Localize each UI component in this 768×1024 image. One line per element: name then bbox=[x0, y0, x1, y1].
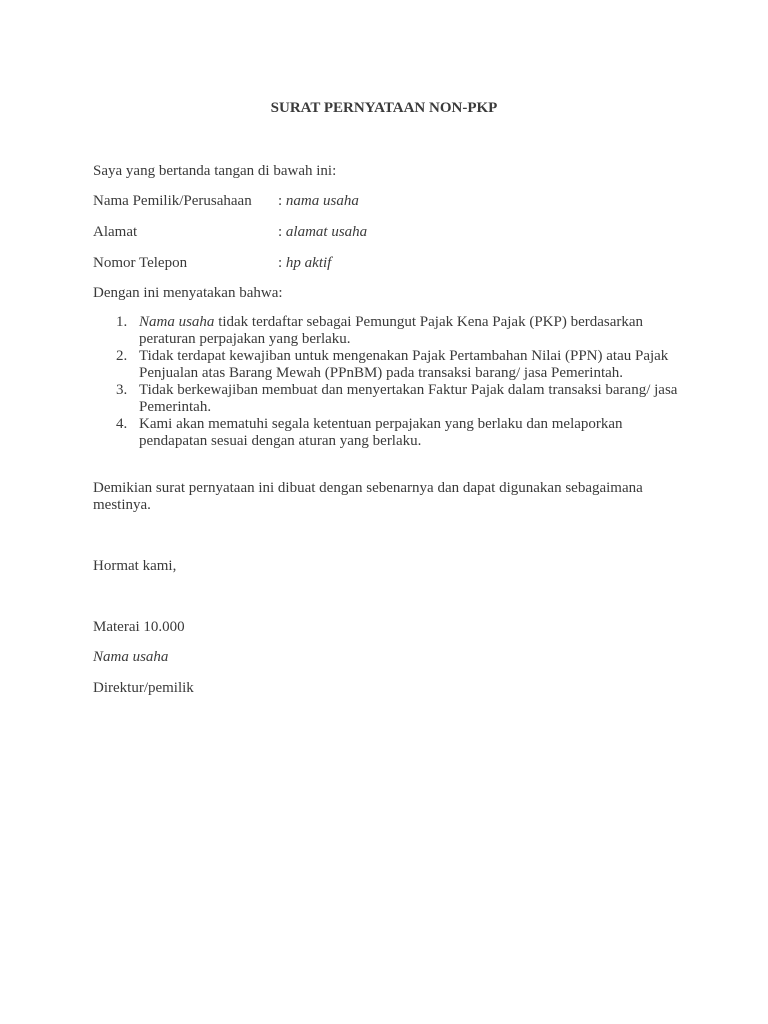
field-value: nama usaha bbox=[285, 193, 359, 209]
statement-list bbox=[93, 314, 683, 450]
document-title: SURAT PERNYATAAN NON-PKP bbox=[270, 100, 498, 116]
list-item bbox=[93, 416, 683, 450]
list-item-text: Kami akan mematuhi segala ketentuan perpajakan yang berlaku dan melaporkan pendapatan sesuai dengan aturan yang berlaku. bbox=[139, 416, 623, 449]
field-separator: : bbox=[278, 255, 286, 271]
signer-name: Nama usaha bbox=[93, 649, 169, 665]
statement-intro: Dengan ini menyatakan bahwa: bbox=[93, 285, 283, 301]
signer-title: Direktur/pemilik bbox=[93, 680, 194, 696]
salutation: Hormat kami, bbox=[93, 558, 177, 574]
field-label: Alamat bbox=[93, 224, 138, 240]
field-separator: : bbox=[278, 193, 286, 209]
field-value: hp aktif bbox=[285, 255, 332, 271]
field-address bbox=[93, 224, 367, 241]
list-number: 2. bbox=[116, 348, 128, 364]
list-item bbox=[93, 314, 683, 348]
field-owner-name bbox=[93, 193, 359, 210]
field-value: alamat usaha bbox=[285, 224, 368, 240]
list-item bbox=[93, 382, 683, 416]
list-item-text: Tidak berkewajiban membuat dan menyertakan Faktur Pajak dalam transaksi barang/ jasa Pemerintah. bbox=[139, 382, 678, 415]
list-number: 3. bbox=[116, 382, 128, 398]
list-item-lead: Nama usaha bbox=[139, 314, 215, 330]
list-item bbox=[93, 348, 683, 382]
list-number: 4. bbox=[116, 416, 128, 432]
stamp-text: Materai 10.000 bbox=[93, 619, 185, 635]
field-phone bbox=[93, 255, 331, 272]
field-separator: : bbox=[278, 224, 286, 240]
intro-text: Saya yang bertanda tangan di bawah ini: bbox=[93, 163, 337, 179]
closing-text: Demikian surat pernyataan ini dibuat dengan sebenarnya dan dapat digunakan sebagaimana mestinya. bbox=[93, 480, 643, 513]
list-item-text: tidak terdaftar sebagai Pemungut Pajak Kena Pajak (PKP) berdasarkan peraturan perpajakan yang berlaku. bbox=[139, 314, 644, 347]
list-number: 1. bbox=[116, 314, 128, 330]
list-item-text: Tidak terdapat kewajiban untuk mengenakan Pajak Pertambahan Nilai (PPN) atau Pajak Penjualan atas Barang Mewah (PPnBM) pada transaksi barang/ jasa Pemerintah. bbox=[139, 348, 669, 381]
field-label: Nomor Telepon bbox=[93, 255, 188, 271]
field-label: Nama Pemilik/Perusahaan bbox=[93, 193, 252, 209]
